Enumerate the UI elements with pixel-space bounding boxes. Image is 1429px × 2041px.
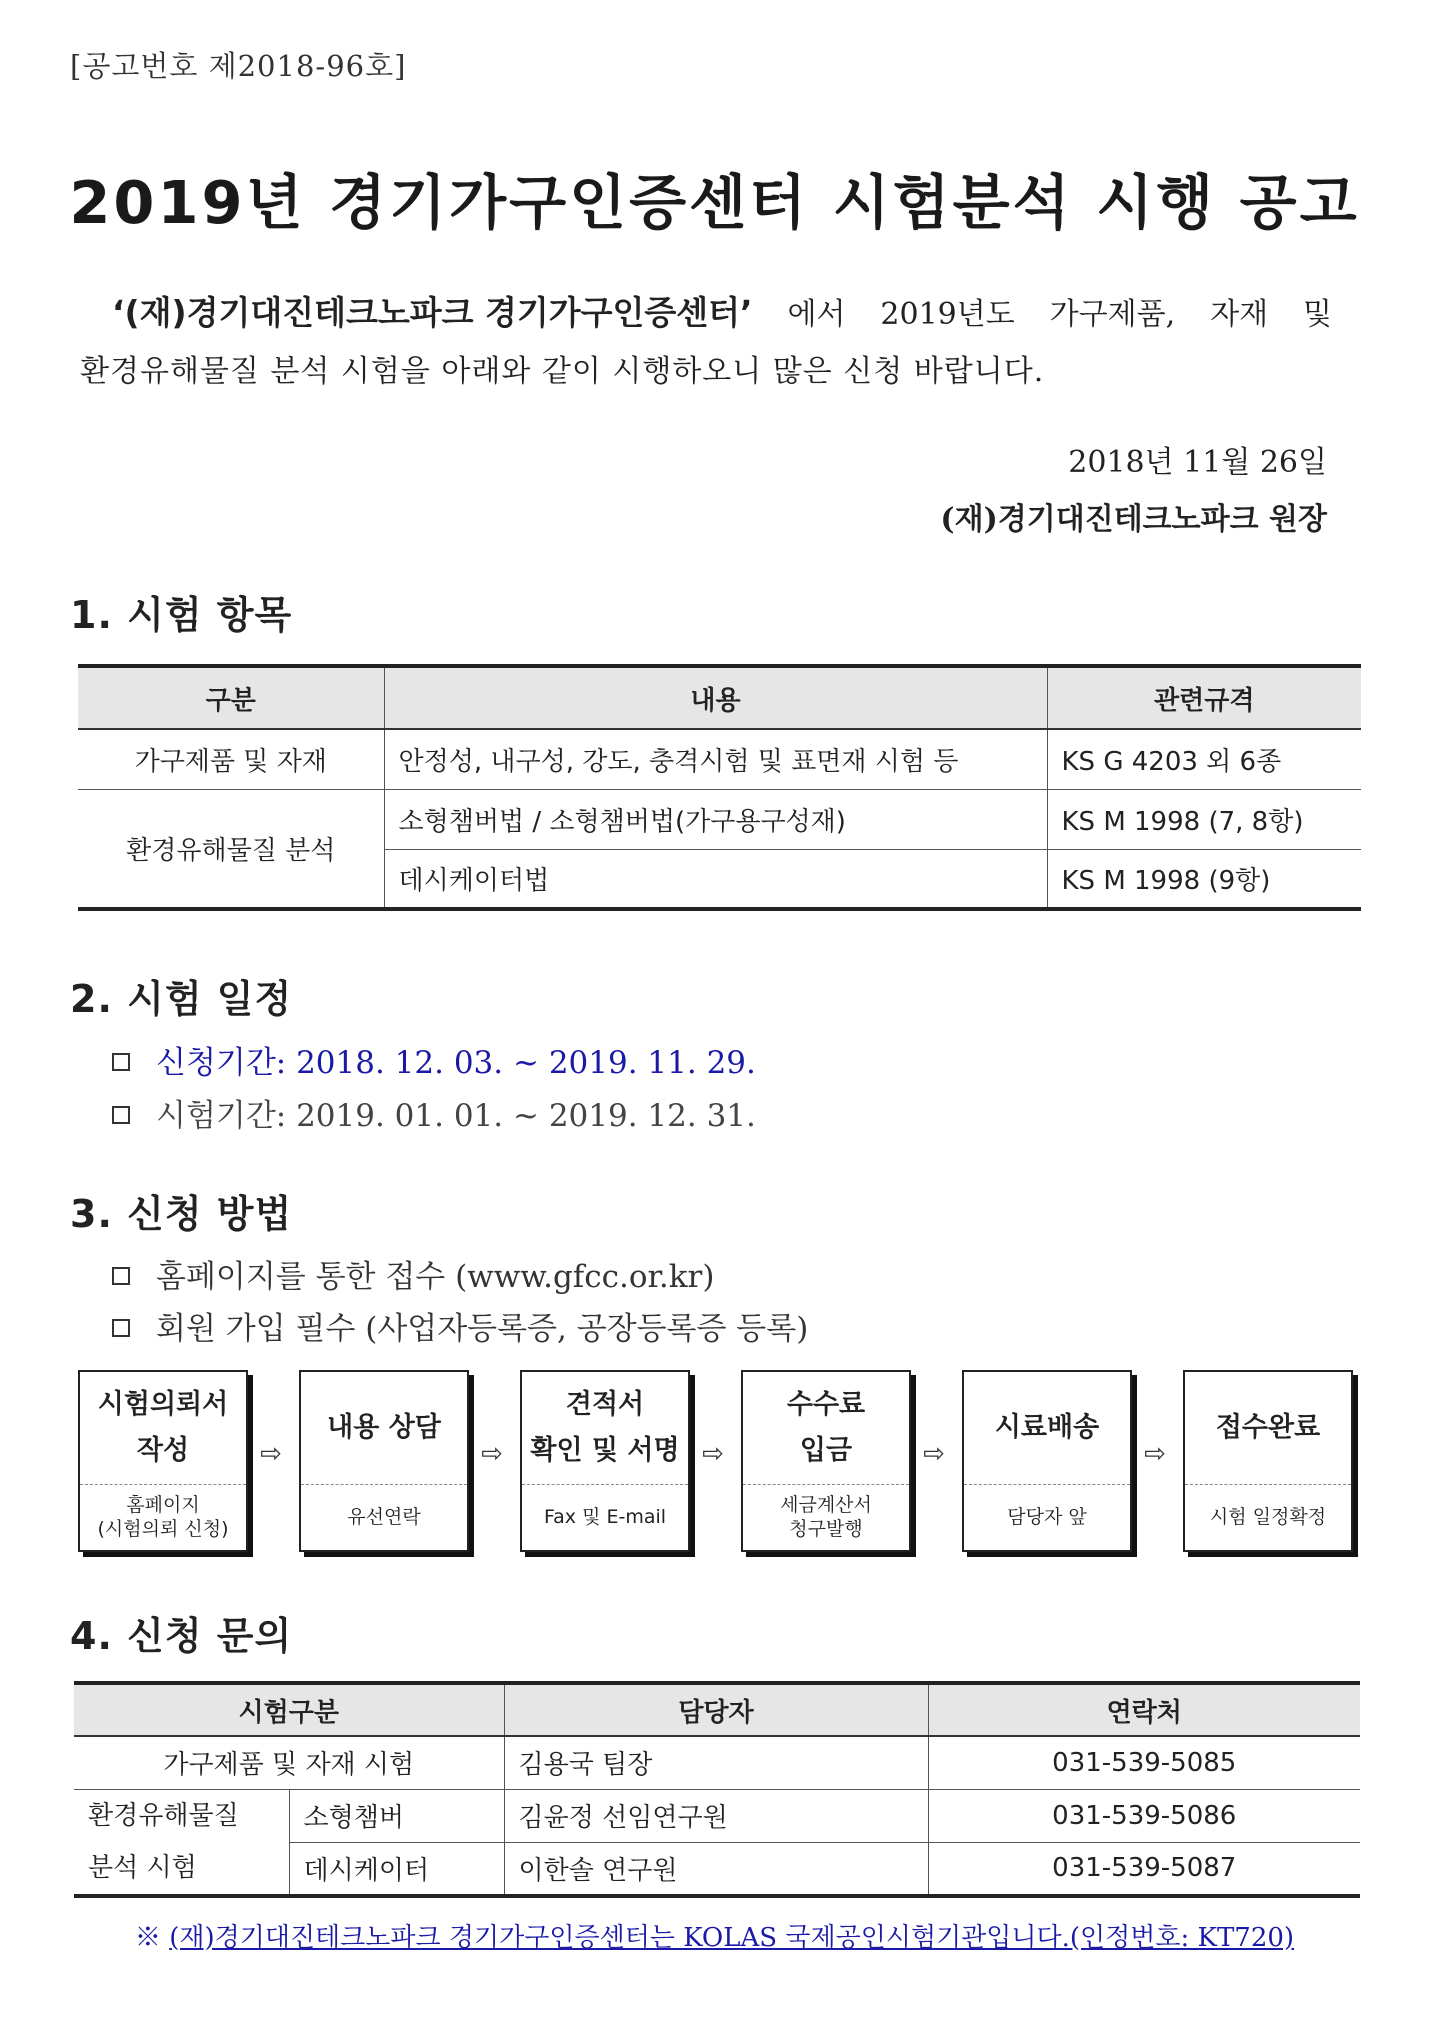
- section2-heading: 2. 시험 일정: [70, 977, 293, 1021]
- arrow-right-icon: ⇨: [260, 1439, 282, 1469]
- step-note: 세금계산서: [780, 1494, 872, 1516]
- contact-table: [74, 1681, 1360, 1898]
- intro-line-2: 환경유해물질 분석 시험을 아래와 같이 시행하오니 많은 신청 바랍니다.: [80, 354, 1045, 389]
- phone-cell: 031-539-5085: [928, 1736, 1360, 1789]
- intro-line-1: [112, 287, 1332, 334]
- table-row: [78, 789, 1361, 849]
- column-header: 구분: [78, 666, 384, 729]
- method-bullet-text: 회원 가입 필수 (사업자등록증, 공장등록증 등록): [156, 1311, 809, 1347]
- intro-word: 에서: [787, 297, 846, 332]
- square-bullet-icon: [112, 1319, 130, 1337]
- arrow-right-icon: ⇨: [702, 1439, 724, 1469]
- column-header: 내용: [384, 666, 1047, 729]
- section4-heading: 4. 신청 문의: [70, 1614, 293, 1658]
- process-step: [741, 1370, 911, 1552]
- category-line: 환경유해물질: [88, 1800, 239, 1831]
- column-header: 담당자: [504, 1683, 928, 1736]
- column-header: 연락처: [928, 1683, 1360, 1736]
- test-period: [112, 1090, 756, 1135]
- category-cell: 가구제품 및 자재: [78, 729, 384, 789]
- process-step: [962, 1370, 1132, 1552]
- step-note: 홈페이지: [126, 1494, 200, 1516]
- content-cell: 안정성, 내구성, 강도, 충격시험 및 표면재 시험 등: [384, 729, 1047, 789]
- person-cell: 이한솔 연구원: [504, 1842, 928, 1895]
- table-header-row: [74, 1683, 1360, 1736]
- kolas-footnote: [0, 1917, 1429, 1954]
- category-cell: 가구제품 및 자재 시험: [74, 1736, 504, 1789]
- notice-date: 2018년 11월 26일: [1068, 445, 1327, 480]
- table-row: [74, 1736, 1360, 1789]
- page-title: 2019년 경기가구인증센터 시험분석 시행 공고: [69, 168, 1360, 237]
- step-title: 내용 상담: [327, 1412, 441, 1443]
- notice-number: [공고번호 제2018-96호]: [70, 49, 407, 83]
- table-row: [74, 1789, 1360, 1842]
- issuer: (재)경기대진테크노파크 원장: [940, 502, 1327, 537]
- process-step: [299, 1370, 469, 1552]
- content-cell: 데시케이터법: [384, 849, 1047, 909]
- square-bullet-icon: [112, 1106, 130, 1124]
- phone-cell: 031-539-5086: [928, 1789, 1360, 1842]
- step-title: 작성: [136, 1435, 190, 1466]
- step-note: 시험 일정확정: [1209, 1506, 1327, 1528]
- step-title: 견적서: [565, 1389, 645, 1420]
- test-items-table: [78, 664, 1361, 911]
- intro-word: 및: [1303, 297, 1332, 332]
- step-title: 확인 및 서명: [530, 1435, 680, 1466]
- person-cell: 김용국 팀장: [504, 1736, 928, 1789]
- intro-word: 가구제품,: [1049, 297, 1176, 332]
- apply-period-text: 신청기간: 2018. 12. 03. ~ 2019. 11. 29.: [156, 1045, 756, 1081]
- standard-cell: KS G 4203 외 6종: [1047, 729, 1361, 789]
- step-title: 시험의뢰서: [97, 1389, 229, 1420]
- column-header: 시험구분: [74, 1683, 504, 1736]
- category-cell: 환경유해물질 분석: [78, 789, 384, 909]
- step-note: 담당자 앞: [1007, 1506, 1087, 1528]
- step-note: 청구발행: [789, 1518, 863, 1540]
- step-title: 시료배송: [994, 1412, 1100, 1443]
- process-step: [1183, 1370, 1353, 1552]
- category-line: 분석 시험: [88, 1852, 197, 1883]
- intro-word: 2019년도: [880, 297, 1015, 332]
- column-header: 관련규격: [1047, 666, 1361, 729]
- phone-cell: 031-539-5087: [928, 1842, 1360, 1895]
- table-row: [78, 729, 1361, 789]
- intro-word: 자재: [1210, 297, 1269, 332]
- method-bullet: [112, 1303, 808, 1348]
- step-title: 접수완료: [1215, 1412, 1321, 1443]
- square-bullet-icon: [112, 1053, 130, 1071]
- section1-heading: 1. 시험 항목: [70, 593, 293, 637]
- step-note: 유선연락: [347, 1506, 421, 1528]
- method-bullet-text: 홈페이지를 통한 접수 (www.gfcc.or.kr): [156, 1259, 715, 1295]
- content-cell: 소형챔버법 / 소형챔버법(가구용구성재): [384, 789, 1047, 849]
- step-title: 수수료: [786, 1389, 866, 1420]
- person-cell: 김윤정 선임연구원: [504, 1789, 928, 1842]
- apply-period: [112, 1037, 756, 1082]
- subcategory-cell: 데시케이터: [289, 1842, 504, 1895]
- step-note: (시험의뢰 신청): [97, 1518, 229, 1540]
- arrow-right-icon: ⇨: [481, 1439, 503, 1469]
- process-step: [78, 1370, 248, 1552]
- process-flow: [78, 1370, 1358, 1552]
- standard-cell: KS M 1998 (9항): [1047, 849, 1361, 909]
- step-title: 입금: [799, 1435, 853, 1466]
- test-period-text: 시험기간: 2019. 01. 01. ~ 2019. 12. 31.: [156, 1098, 756, 1134]
- intro-org-name: ‘(재)경기대진테크노파크 경기가구인증센터’: [112, 293, 753, 332]
- subcategory-cell: 소형챔버: [289, 1789, 504, 1842]
- standard-cell: KS M 1998 (7, 8항): [1047, 789, 1361, 849]
- method-bullet: [112, 1251, 714, 1296]
- footnote-text: (재)경기대진테크노파크 경기가구인증센터는 KOLAS 국제공인시험기관입니다.(인정번호: KT720): [169, 1923, 1295, 1953]
- arrow-right-icon: ⇨: [923, 1439, 945, 1469]
- table-header-row: [78, 666, 1361, 729]
- arrow-right-icon: ⇨: [1144, 1439, 1166, 1469]
- step-note: Fax 및 E-mail: [543, 1506, 667, 1528]
- process-step: [520, 1370, 690, 1552]
- square-bullet-icon: [112, 1267, 130, 1285]
- reference-mark-icon: ※: [134, 1923, 161, 1953]
- section3-heading: 3. 신청 방법: [70, 1192, 293, 1236]
- category-cell: [74, 1789, 289, 1896]
